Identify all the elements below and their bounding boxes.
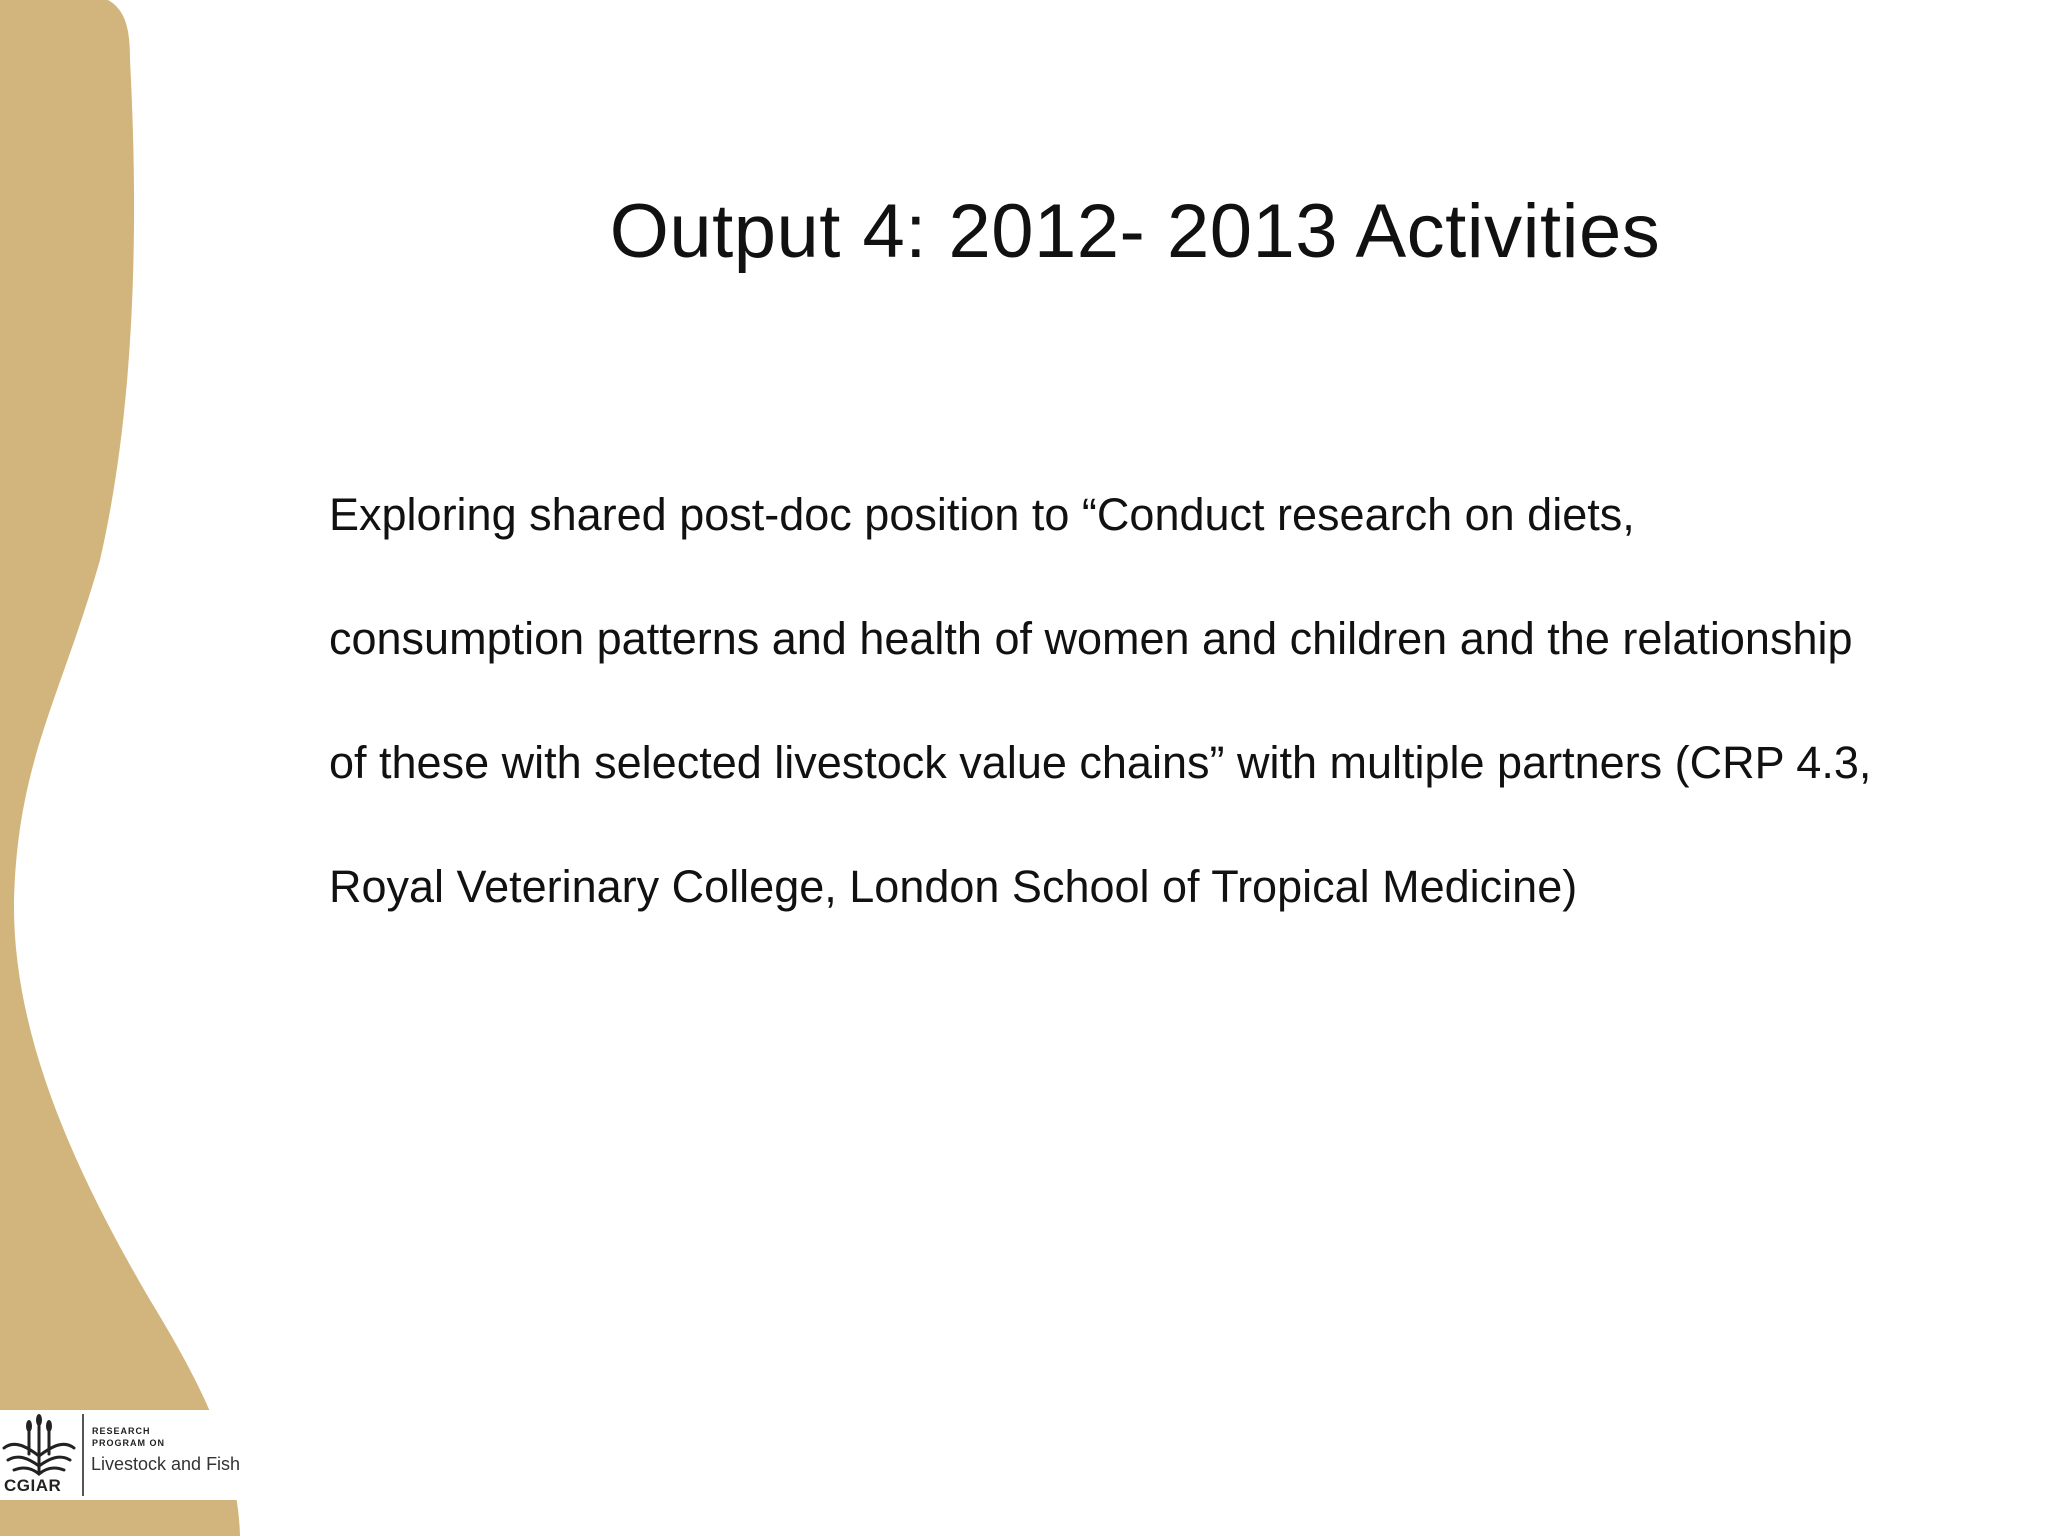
body-line-4: Royal Veterinary College, London School of Tropical Medicine) [329, 861, 1578, 912]
logo-research-label: RESEARCH [92, 1426, 151, 1436]
body-line-1: Exploring shared post-doc position to “Conduct research on diets, [329, 489, 1635, 540]
cgiar-logo [0, 1410, 245, 1500]
logo-org-name: CGIAR [4, 1476, 62, 1495]
slide-body [329, 470, 2009, 966]
wheat-emblem-icon [0, 1410, 78, 1478]
logo-program-name: Livestock and Fish [91, 1454, 241, 1474]
body-line-2: consumption patterns and health of women and children and the relationship [329, 613, 1853, 664]
logo-divider [82, 1414, 84, 1496]
logo-program-label: PROGRAM ON [92, 1438, 165, 1448]
body-line-3: of these with selected livestock value chains” with multiple partners (CRP 4.3, [329, 737, 1872, 788]
slide-title: Output 4: 2012- 2013 Activities [609, 189, 1661, 274]
